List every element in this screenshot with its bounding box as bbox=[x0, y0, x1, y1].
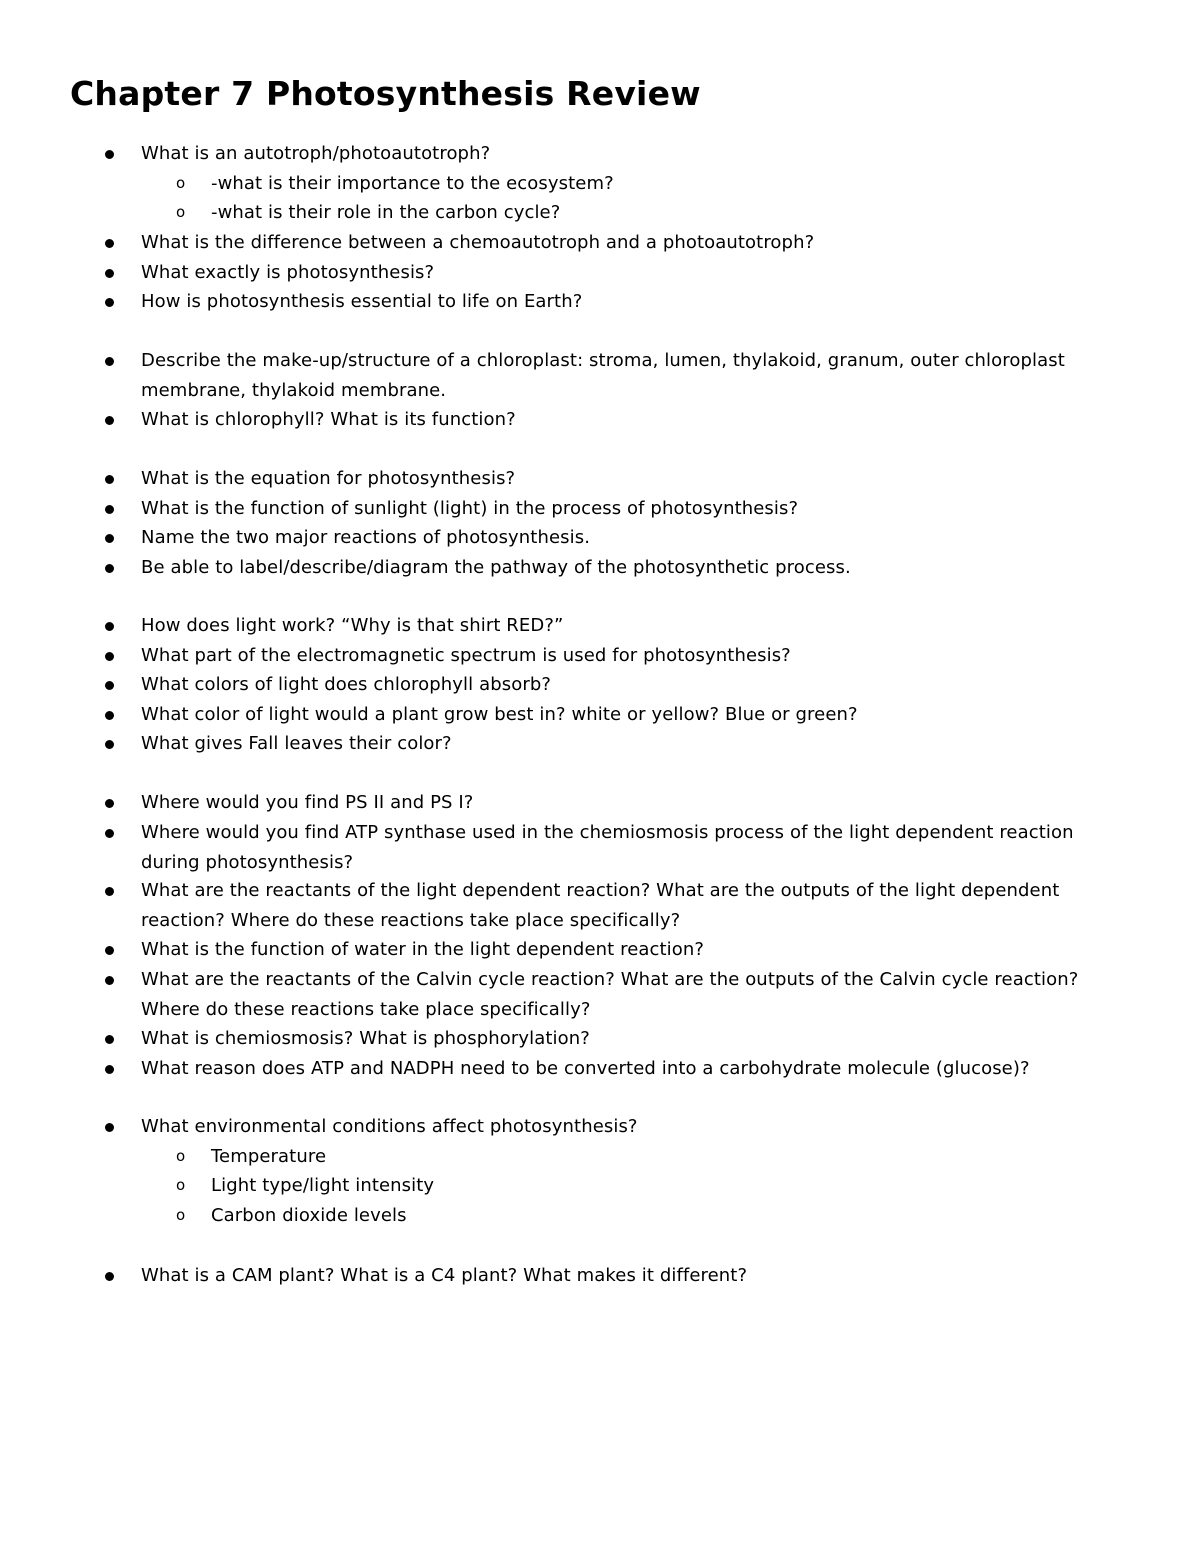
bullet-icon bbox=[105, 652, 114, 661]
list-item: What color of light would a plant grow best in? white or yellow? Blue or green? bbox=[141, 704, 858, 725]
list-item: Name the two major reactions of photosynthesis. bbox=[141, 527, 591, 548]
bullet-icon bbox=[105, 298, 114, 307]
bullet-icon bbox=[105, 711, 114, 720]
bullet-icon bbox=[105, 1123, 114, 1132]
list-item: What part of the electromagnetic spectrum is used for photosynthesis? bbox=[141, 645, 791, 666]
list-item: Where would you find ATP synthase used in the chemiosmosis process of the light dependent reaction during photosynthesis? bbox=[141, 822, 1074, 873]
bullet-icon bbox=[105, 829, 114, 838]
list-item: Describe the make-up/structure of a chloroplast: stroma, lumen, thylakoid, granum, outer chloroplast membrane, thylakoid membrane. bbox=[141, 350, 1065, 401]
page-title: Chapter 7 Photosynthesis Review bbox=[70, 74, 701, 113]
bullet-icon bbox=[105, 1272, 114, 1281]
bullet-icon bbox=[105, 357, 114, 366]
bullet-icon bbox=[105, 976, 114, 985]
list-item: How is photosynthesis essential to life on Earth? bbox=[141, 291, 583, 312]
list-item: What environmental conditions affect photosynthesis? bbox=[141, 1116, 638, 1137]
sub-bullet-icon: o bbox=[176, 174, 186, 192]
bullet-icon bbox=[105, 150, 114, 159]
sub-bullet-icon: o bbox=[176, 203, 186, 221]
list-item: What colors of light does chlorophyll absorb? bbox=[141, 674, 552, 695]
list-item: What is an autotroph/photoautotroph? bbox=[141, 143, 491, 164]
bullet-icon bbox=[105, 1065, 114, 1074]
list-subitem: Temperature bbox=[211, 1146, 327, 1167]
list-item: Be able to label/describe/diagram the pathway of the photosynthetic process. bbox=[141, 557, 851, 578]
bullet-icon bbox=[105, 946, 114, 955]
list-item: What is the equation for photosynthesis? bbox=[141, 468, 516, 489]
list-item: What is a CAM plant? What is a C4 plant? What makes it different? bbox=[141, 1265, 748, 1286]
list-item: What reason does ATP and NADPH need to be converted into a carbohydrate molecule (glucose)? bbox=[141, 1058, 1030, 1079]
list-subitem: Light type/light intensity bbox=[211, 1175, 435, 1196]
list-item: What is the function of water in the light dependent reaction? bbox=[141, 939, 705, 960]
list-item: What is the function of sunlight (light) in the process of photosynthesis? bbox=[141, 498, 799, 519]
bullet-icon bbox=[105, 681, 114, 690]
bullet-icon bbox=[105, 622, 114, 631]
list-item: How does light work? “Why is that shirt RED?” bbox=[141, 615, 564, 636]
sub-bullet-icon: o bbox=[176, 1206, 186, 1224]
list-subitem: Carbon dioxide levels bbox=[211, 1205, 407, 1226]
list-item: What is chlorophyll? What is its function? bbox=[141, 409, 516, 430]
bullet-icon bbox=[105, 799, 114, 808]
bullet-icon bbox=[105, 564, 114, 573]
bullet-icon bbox=[105, 887, 114, 896]
bullet-icon bbox=[105, 269, 114, 278]
list-item: Where would you find PS II and PS I? bbox=[141, 792, 474, 813]
bullet-icon bbox=[105, 534, 114, 543]
list-item: What are the reactants of the light dependent reaction? What are the outputs of the light dependent reaction? Where do these reactions take place specifically? bbox=[141, 880, 1060, 931]
list-subitem: -what is their role in the carbon cycle? bbox=[211, 202, 561, 223]
bullet-icon bbox=[105, 239, 114, 248]
sub-bullet-icon: o bbox=[176, 1176, 186, 1194]
bullet-icon bbox=[105, 505, 114, 514]
list-item: What is the difference between a chemoautotroph and a photoautotroph? bbox=[141, 232, 815, 253]
list-item: What gives Fall leaves their color? bbox=[141, 733, 452, 754]
list-subitem: -what is their importance to the ecosystem? bbox=[211, 173, 614, 194]
list-item: What are the reactants of the Calvin cycle reaction? What are the outputs of the Calvin cycle reaction? Where do these reactions take place specifically? bbox=[141, 969, 1079, 1020]
bullet-icon bbox=[105, 1035, 114, 1044]
bullet-icon bbox=[105, 475, 114, 484]
bullet-icon bbox=[105, 740, 114, 749]
list-item: What is chemiosmosis? What is phosphorylation? bbox=[141, 1028, 590, 1049]
bullet-icon bbox=[105, 416, 114, 425]
sub-bullet-icon: o bbox=[176, 1147, 186, 1165]
list-item: What exactly is photosynthesis? bbox=[141, 262, 435, 283]
